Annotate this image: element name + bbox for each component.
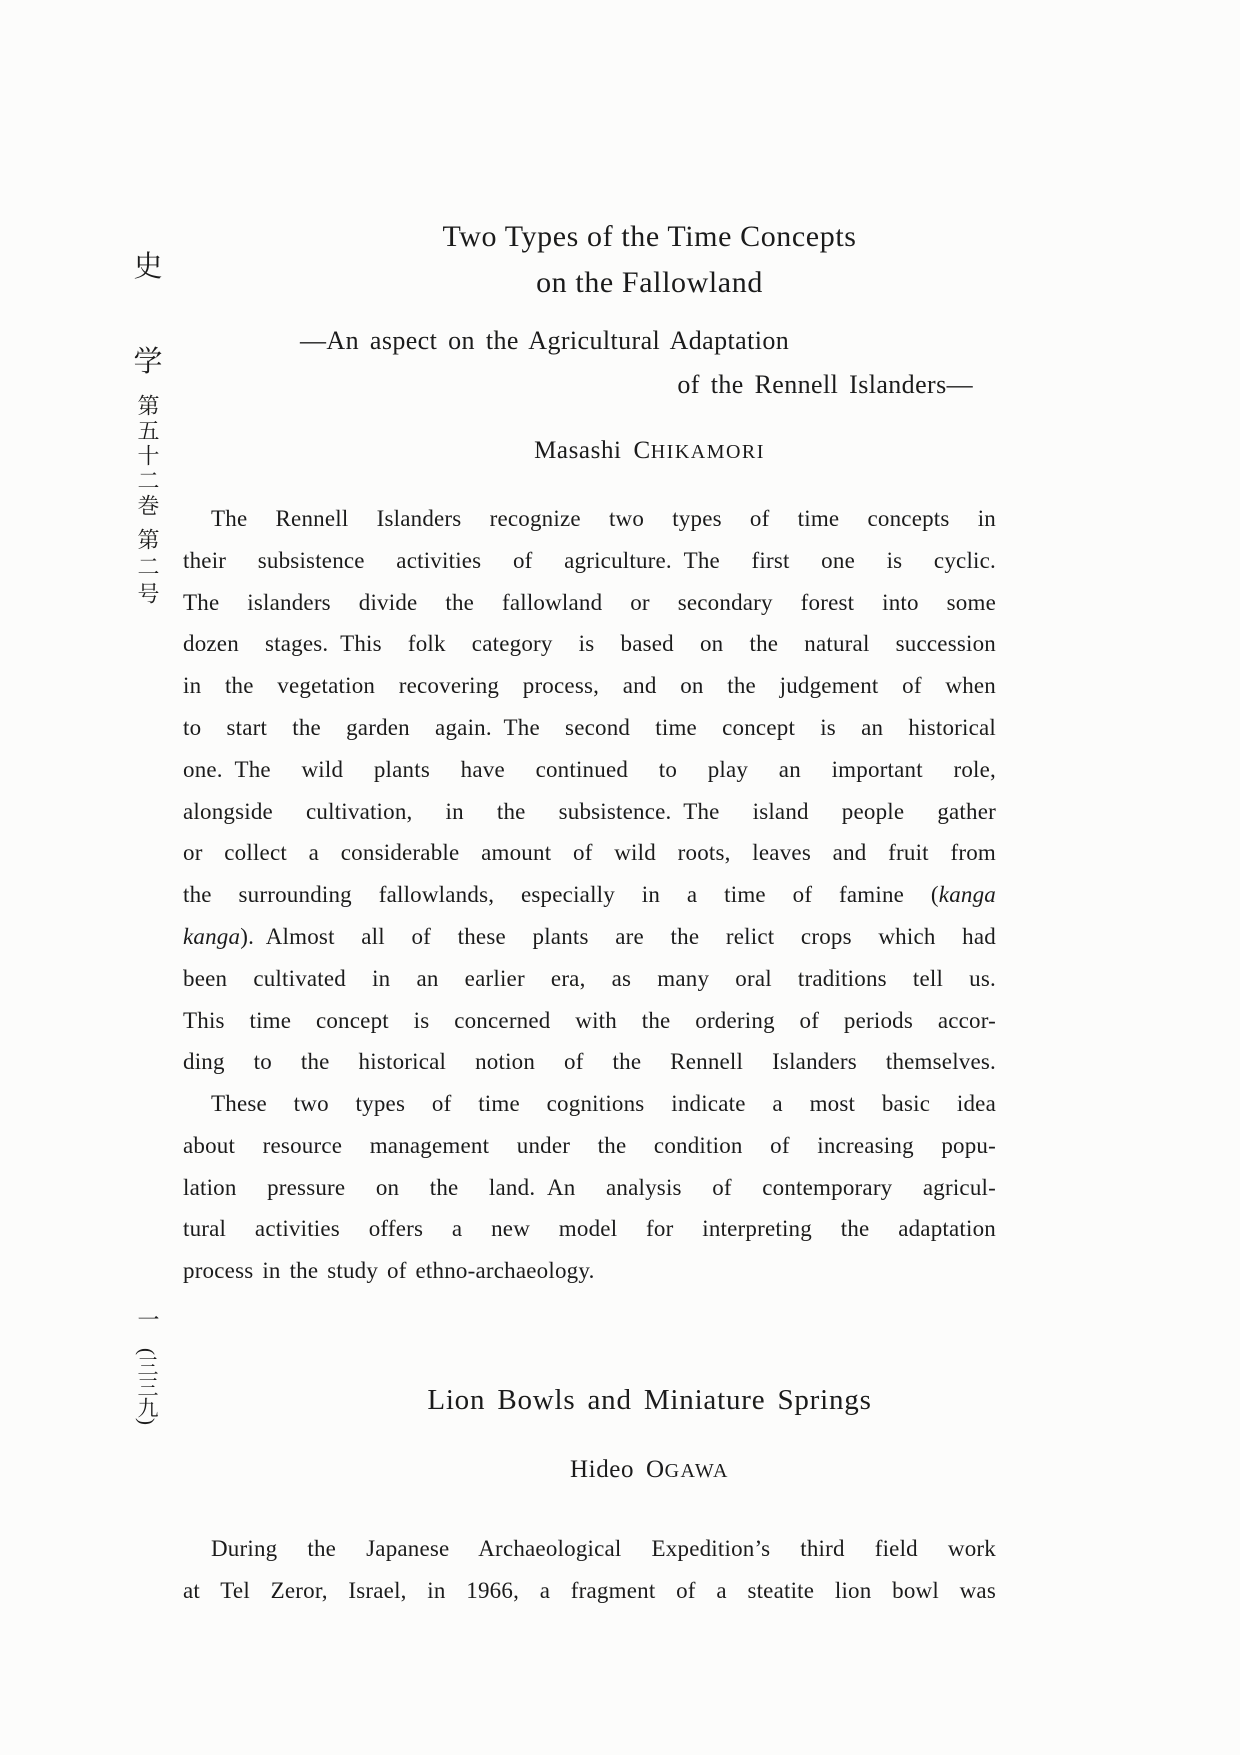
article2-title: Lion Bowls and Miniature Springs — [427, 1384, 872, 1416]
text-line: in the vegetation recovering process, and on the judgement of when — [183, 673, 996, 699]
article1-author-given-name: Masashi C — [534, 437, 651, 464]
text-line: alongside cultivation, in the subsistence. The island people gather — [183, 798, 996, 824]
text-line: This time concept is concerned with the ordering of periods accor- — [183, 1007, 996, 1033]
text-line: The islanders divide the fallowland or secondary forest into some — [183, 589, 996, 615]
text-line: lation pressure on the land. An analysis of contemporary agricul- — [183, 1174, 996, 1200]
text-line: dozen stages. This folk category is based on the natural succession — [183, 631, 996, 657]
article1-abstract-paragraph2 — [183, 1083, 996, 1292]
article1-title — [243, 214, 1056, 306]
text-line: been cultivated in an earlier era, as many oral traditions tell us. — [183, 965, 996, 991]
spine-journal-name-char1: 史 — [133, 251, 163, 283]
text-line: During the Japanese Archaeological Expedition’s third field work — [211, 1536, 996, 1561]
article1-title-line2: on the Fallowland — [536, 266, 763, 299]
article2-author-surname-caps: GAWA — [664, 1460, 729, 1482]
text-line: kanga). Almost all of these plants are the relict crops which had — [183, 923, 996, 949]
text-line: about resource management under the condition of increasing popu- — [183, 1132, 996, 1158]
text-line: to start the garden again. The second time concept is an historical — [183, 714, 996, 740]
article1-abstract-paragraph1 — [183, 498, 996, 1083]
text-line: the surrounding fallowlands, especially in a time of famine (kanga — [183, 882, 996, 908]
text-line: ding to the historical notion of the Rennell Islanders themselves. — [183, 1049, 996, 1075]
spine-volume-label: 第五十二巻 — [135, 394, 160, 519]
text-line: or collect a considerable amount of wild roots, leaves and fruit from — [183, 840, 996, 866]
article2-author — [243, 1455, 1056, 1486]
article1-title-line1: Two Types of the Time Concepts — [442, 220, 857, 253]
text-line: at Tel Zeror, Israel, in 1966, a fragment of a steatite lion bowl was — [183, 1578, 996, 1603]
spine-issue-label: 第二号 — [135, 528, 160, 609]
text-line: their subsistence activities of agriculture. The first one is cyclic. — [183, 547, 996, 573]
text-line: one. The wild plants have continued to play an important role, — [183, 756, 996, 782]
spine-journal-name-char2: 学 — [133, 346, 163, 378]
article1-subtitle-line2: of the Rennell Islanders— — [677, 370, 973, 399]
spine-page-number: 一 — [135, 1308, 160, 1330]
article1-author — [243, 436, 1056, 467]
article2-author-given-name: Hideo O — [570, 1456, 665, 1483]
spine-cumulative-page-number: (三三九) — [135, 1348, 159, 1425]
article1-author-surname-caps: HIKAMORI — [650, 441, 765, 463]
article1-subtitle-line1: —An aspect on the Agricultural Adaptation — [300, 326, 790, 355]
text-line: These two types of time cognitions indicate a most basic idea — [211, 1091, 996, 1116]
article2-abstract-paragraph1 — [183, 1528, 996, 1612]
text-line: process in the study of ethno-archaeology. — [183, 1258, 595, 1284]
text-line: The Rennell Islanders recognize two types of time concepts in — [211, 506, 996, 531]
text-line: tural activities offers a new model for interpreting the adaptation — [183, 1216, 996, 1242]
